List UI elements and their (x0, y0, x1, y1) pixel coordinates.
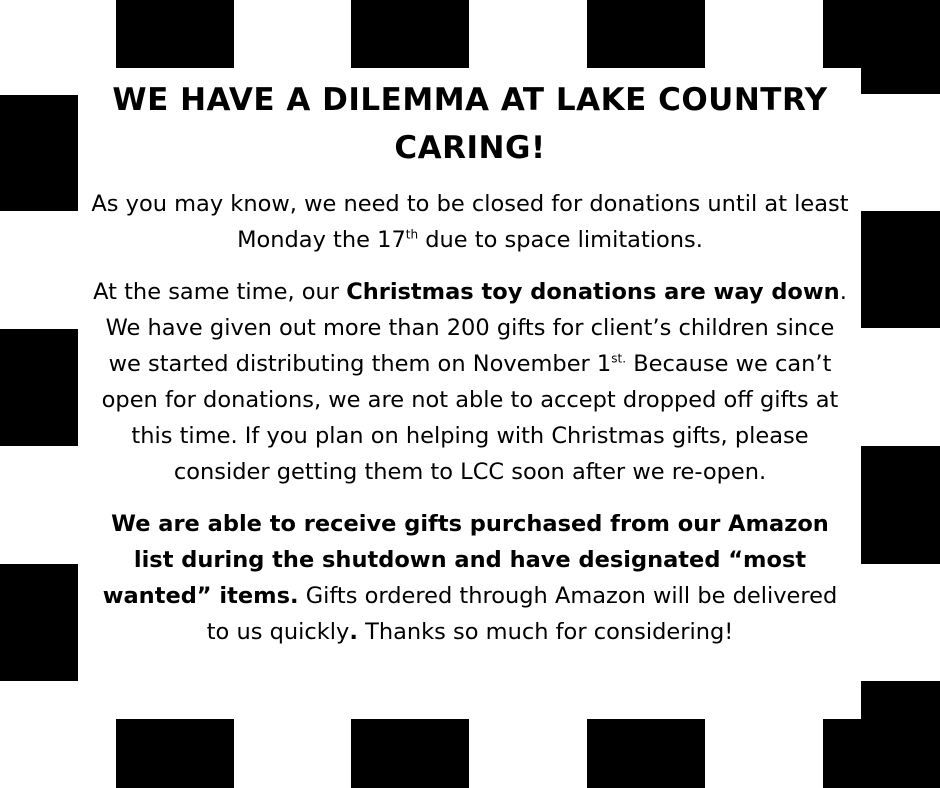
closure-text: As you may know, we need to be closed for donations until at least Monday the 17 (91, 191, 849, 253)
toy-date-suffix: st. (611, 351, 627, 366)
closure-paragraph (88, 186, 852, 258)
toy-emphasis: Christmas toy donations are way down (346, 279, 840, 305)
border-square (351, 0, 469, 68)
page-title: WE HAVE A DILEMMA AT LAKE COUNTRY CARING! (112, 82, 828, 166)
border-square (861, 681, 940, 719)
closure-text-end: due to space limitations. (418, 227, 703, 253)
toy-text-start: At the same time, our (93, 279, 347, 305)
toy-text-middle: . We have given out more than 200 gifts for client’s children since we started distributing them on November 1 (105, 279, 847, 377)
border-square (861, 211, 940, 328)
border-square (351, 719, 469, 788)
border-square (587, 0, 705, 68)
amazon-paragraph (88, 506, 852, 650)
border-square (116, 719, 234, 788)
border-square (116, 0, 234, 68)
amazon-period: . (349, 619, 358, 645)
border-square (823, 0, 940, 68)
toy-text-end: Because we can’t open for donations, we are not able to accept dropped off gifts at this time. If you plan on helping with Christmas gifts, please consider getting them to LCC soon after we re-open. (101, 351, 839, 485)
notice-content (88, 76, 852, 666)
amazon-text: Gifts ordered through Amazon will be delivered to us quickly (206, 583, 838, 645)
border-square (823, 719, 940, 788)
amazon-thanks: Thanks so much for considering! (357, 619, 734, 645)
amazon-emphasis: We are able to receive gifts purchased from our Amazon list during the shutdown and have designated “most wanted” items. (102, 511, 829, 609)
closure-date-suffix: th (405, 227, 419, 242)
border-square (0, 329, 78, 446)
toy-donations-paragraph (88, 274, 852, 490)
border-square (0, 95, 78, 211)
border-square (861, 68, 940, 94)
border-square (861, 446, 940, 564)
border-square (587, 719, 705, 788)
border-square (0, 564, 78, 681)
